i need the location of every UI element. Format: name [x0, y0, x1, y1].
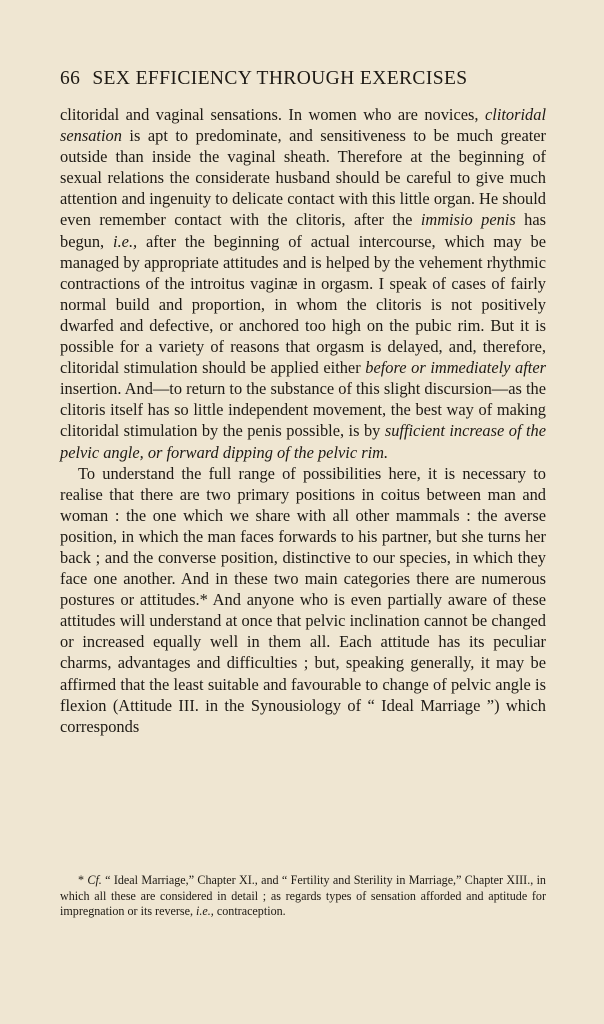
- page-number: 66: [60, 68, 81, 89]
- paragraph-2: To understand the full range of possibilities here, it is necessary to realise that there are two primary positions in coitus between man and woman : the one which we share with all other mammals : the averse position, in which the man faces forwards to his partner, but she turns her back ; and the converse position, distinctive to our species, in which they face one another. And in these two main categories there are numerous postures or attitudes.* And anyone who is even partially aware of these attitudes will understand at once that pelvic inclination cannot be changed or increased equally well in them all. Each attitude has its peculiar charms, advantages and difficulties ; but, speaking generally, it may be affirmed that the least suitable and favourable to change of pelvic angle is flexion (Attitude III. in the Synousiology of “ Ideal Marriage ”) which corresponds: [60, 463, 546, 736]
- italic-run: immisio penis: [420, 210, 516, 230]
- text-run: insertion. And—to return to the substance of this slight discursion—as the clitoris itself has so little independent movement, the best way of making clitoridal stimulation by the penis possible, is by: [60, 379, 546, 441]
- text-run: has begun,: [60, 210, 546, 251]
- italic-run: i.e.,: [113, 231, 138, 251]
- footnote-marker: *: [78, 873, 88, 887]
- italic-run: sufficient increase of the pelvic angle, or forward dipping of the pelvic rim.: [60, 421, 546, 462]
- text-run: after the beginning of actual intercourse, which may be managed by appropriate attitudes and is helped by the vehement rhythmic contractions of the introitus vaginæ in orgasm. I speak of cases of fairly normal build and proportion, in whom the clitoris is not positively dwarfed and defective, or anchored too high on the pubic rim. But it is possible for a variety of reasons that orgasm is delayed, and, therefore, clitoridal stimulation should be applied either: [60, 231, 546, 378]
- footnote: [60, 873, 546, 920]
- running-header: [60, 68, 544, 90]
- italic-run: before or immediately after: [365, 358, 546, 378]
- italic-run: clitoridal sensation: [60, 105, 546, 146]
- running-title: SEX EFFICIENCY THROUGH EXERCISES: [92, 68, 468, 89]
- text-run: “ Ideal Marriage,” Chapter XI., and “ Fertility and Sterility in Marriage,” Chapter XIII., in which all these are considered in detail ; as regards types of sensation afforded and aptitude for impregnation or its reverse,: [60, 873, 546, 919]
- footnote-text: [60, 873, 546, 920]
- italic-run: i.e.,: [196, 904, 214, 919]
- body-text: [60, 104, 546, 737]
- text-run: is apt to predominate, and sensitiveness to be much greater outside than inside the vaginal sheath. Therefore at the beginning of sexual relations the considerate husband should be careful to give much attention and ingenuity to delicate contact with this little organ. He should even remember contact with the clitoris, after the: [60, 126, 546, 230]
- text-run: contraception.: [213, 904, 286, 919]
- text-run: clitoridal and vaginal sensations. In women who are novices,: [60, 105, 485, 124]
- paragraph-1: [60, 104, 546, 463]
- italic-run: Cf.: [87, 873, 102, 887]
